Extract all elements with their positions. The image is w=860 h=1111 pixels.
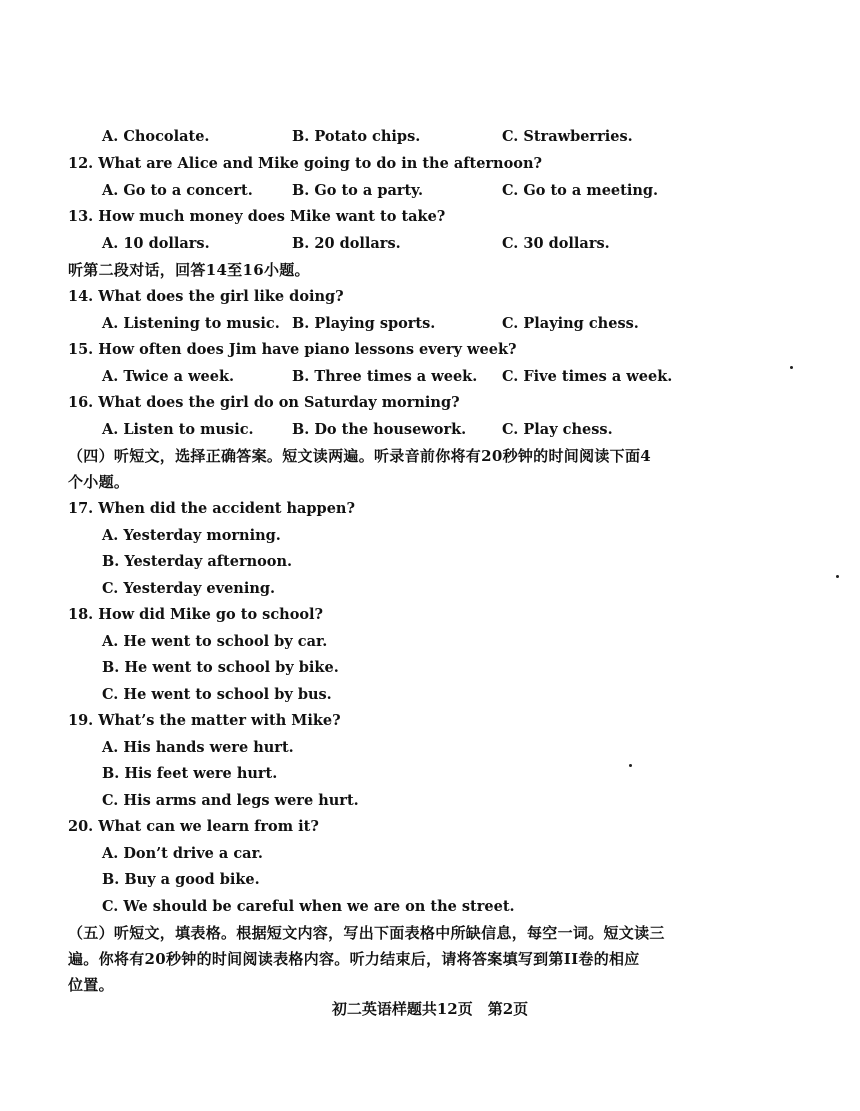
q16-option-c: C. Play chess.: [502, 421, 613, 438]
q15-option-b: B. Three times a week.: [292, 368, 478, 385]
q13-option-b: B. 20 dollars.: [292, 235, 401, 252]
q19-stem: 19. What’s the matter with Mike?: [68, 712, 341, 729]
q14-option-b: B. Playing sports.: [292, 315, 436, 332]
q16-stem: 16. What does the girl do on Saturday morning?: [68, 394, 460, 411]
q13-option-a: A. 10 dollars.: [102, 235, 210, 252]
q15-option-a: A. Twice a week.: [102, 368, 235, 385]
q15-option-c: C. Five times a week.: [502, 368, 673, 385]
q12-stem: 12. What are Alice and Mike going to do in the afternoon?: [68, 155, 542, 172]
q18-option-a: A. He went to school by car.: [102, 633, 328, 650]
q12-option-c: C. Go to a meeting.: [502, 182, 659, 199]
q20-option-c: C. We should be careful when we are on the street.: [102, 898, 515, 915]
q14-option-a: A. Listening to music.: [102, 315, 280, 332]
q17-option-a: A. Yesterday morning.: [102, 527, 281, 544]
q20-option-a: A. Don’t drive a car.: [102, 845, 263, 862]
q11-option-a: A. Chocolate.: [102, 128, 210, 145]
q18-option-c: C. He went to school by bus.: [102, 686, 332, 703]
part4-instructions-line1: （四）听短文，选择正确答案。短文读两遍。听录音前你将有20秒钟的时间阅读下面4: [68, 447, 652, 465]
q11-option-c: C. Strawberries.: [502, 128, 633, 145]
scan-speck: [836, 575, 839, 578]
q20-option-b: B. Buy a good bike.: [102, 871, 260, 888]
q12-option-b: B. Go to a party.: [292, 182, 423, 199]
part5-instructions-line1: （五）听短文，填表格。根据短文内容，写出下面表格中所缺信息，每空一词。短文读三: [68, 924, 665, 942]
q18-stem: 18. How did Mike go to school?: [68, 606, 324, 623]
part5-instructions-line3: 位置。: [68, 976, 114, 994]
q12-option-a: A. Go to a concert.: [102, 182, 253, 199]
q15-stem: 15. How often does Jim have piano lessons every week?: [68, 341, 517, 358]
q11-option-b: B. Potato chips.: [292, 128, 421, 145]
q19-option-b: B. His feet were hurt.: [102, 765, 278, 782]
part4-instructions-line2: 个小题。: [68, 473, 130, 491]
scan-speck: [629, 764, 632, 767]
q17-option-c: C. Yesterday evening.: [102, 580, 276, 597]
q19-option-c: C. His arms and legs were hurt.: [102, 792, 359, 809]
q18-option-b: B. He went to school by bike.: [102, 659, 339, 676]
page-footer: 初二英语样题共12页 第2页: [331, 1000, 529, 1018]
q19-option-a: A. His hands were hurt.: [102, 739, 294, 756]
q17-option-b: B. Yesterday afternoon.: [102, 553, 293, 570]
section2-intro: 听第二段对话，回答14至16小题。: [68, 261, 310, 279]
q20-stem: 20. What can we learn from it?: [68, 818, 319, 835]
part5-instructions-line2: 遍。你将有20秒钟的时间阅读表格内容。听力结束后，请将答案填写到第II卷的相应: [68, 950, 640, 968]
q13-option-c: C. 30 dollars.: [502, 235, 610, 252]
q16-option-b: B. Do the housework.: [292, 421, 467, 438]
q16-option-a: A. Listen to music.: [102, 421, 254, 438]
scan-speck: [790, 366, 793, 369]
q13-stem: 13. How much money does Mike want to take?: [68, 208, 446, 225]
q14-stem: 14. What does the girl like doing?: [68, 288, 344, 305]
q14-option-c: C. Playing chess.: [502, 315, 639, 332]
q17-stem: 17. When did the accident happen?: [68, 500, 355, 517]
